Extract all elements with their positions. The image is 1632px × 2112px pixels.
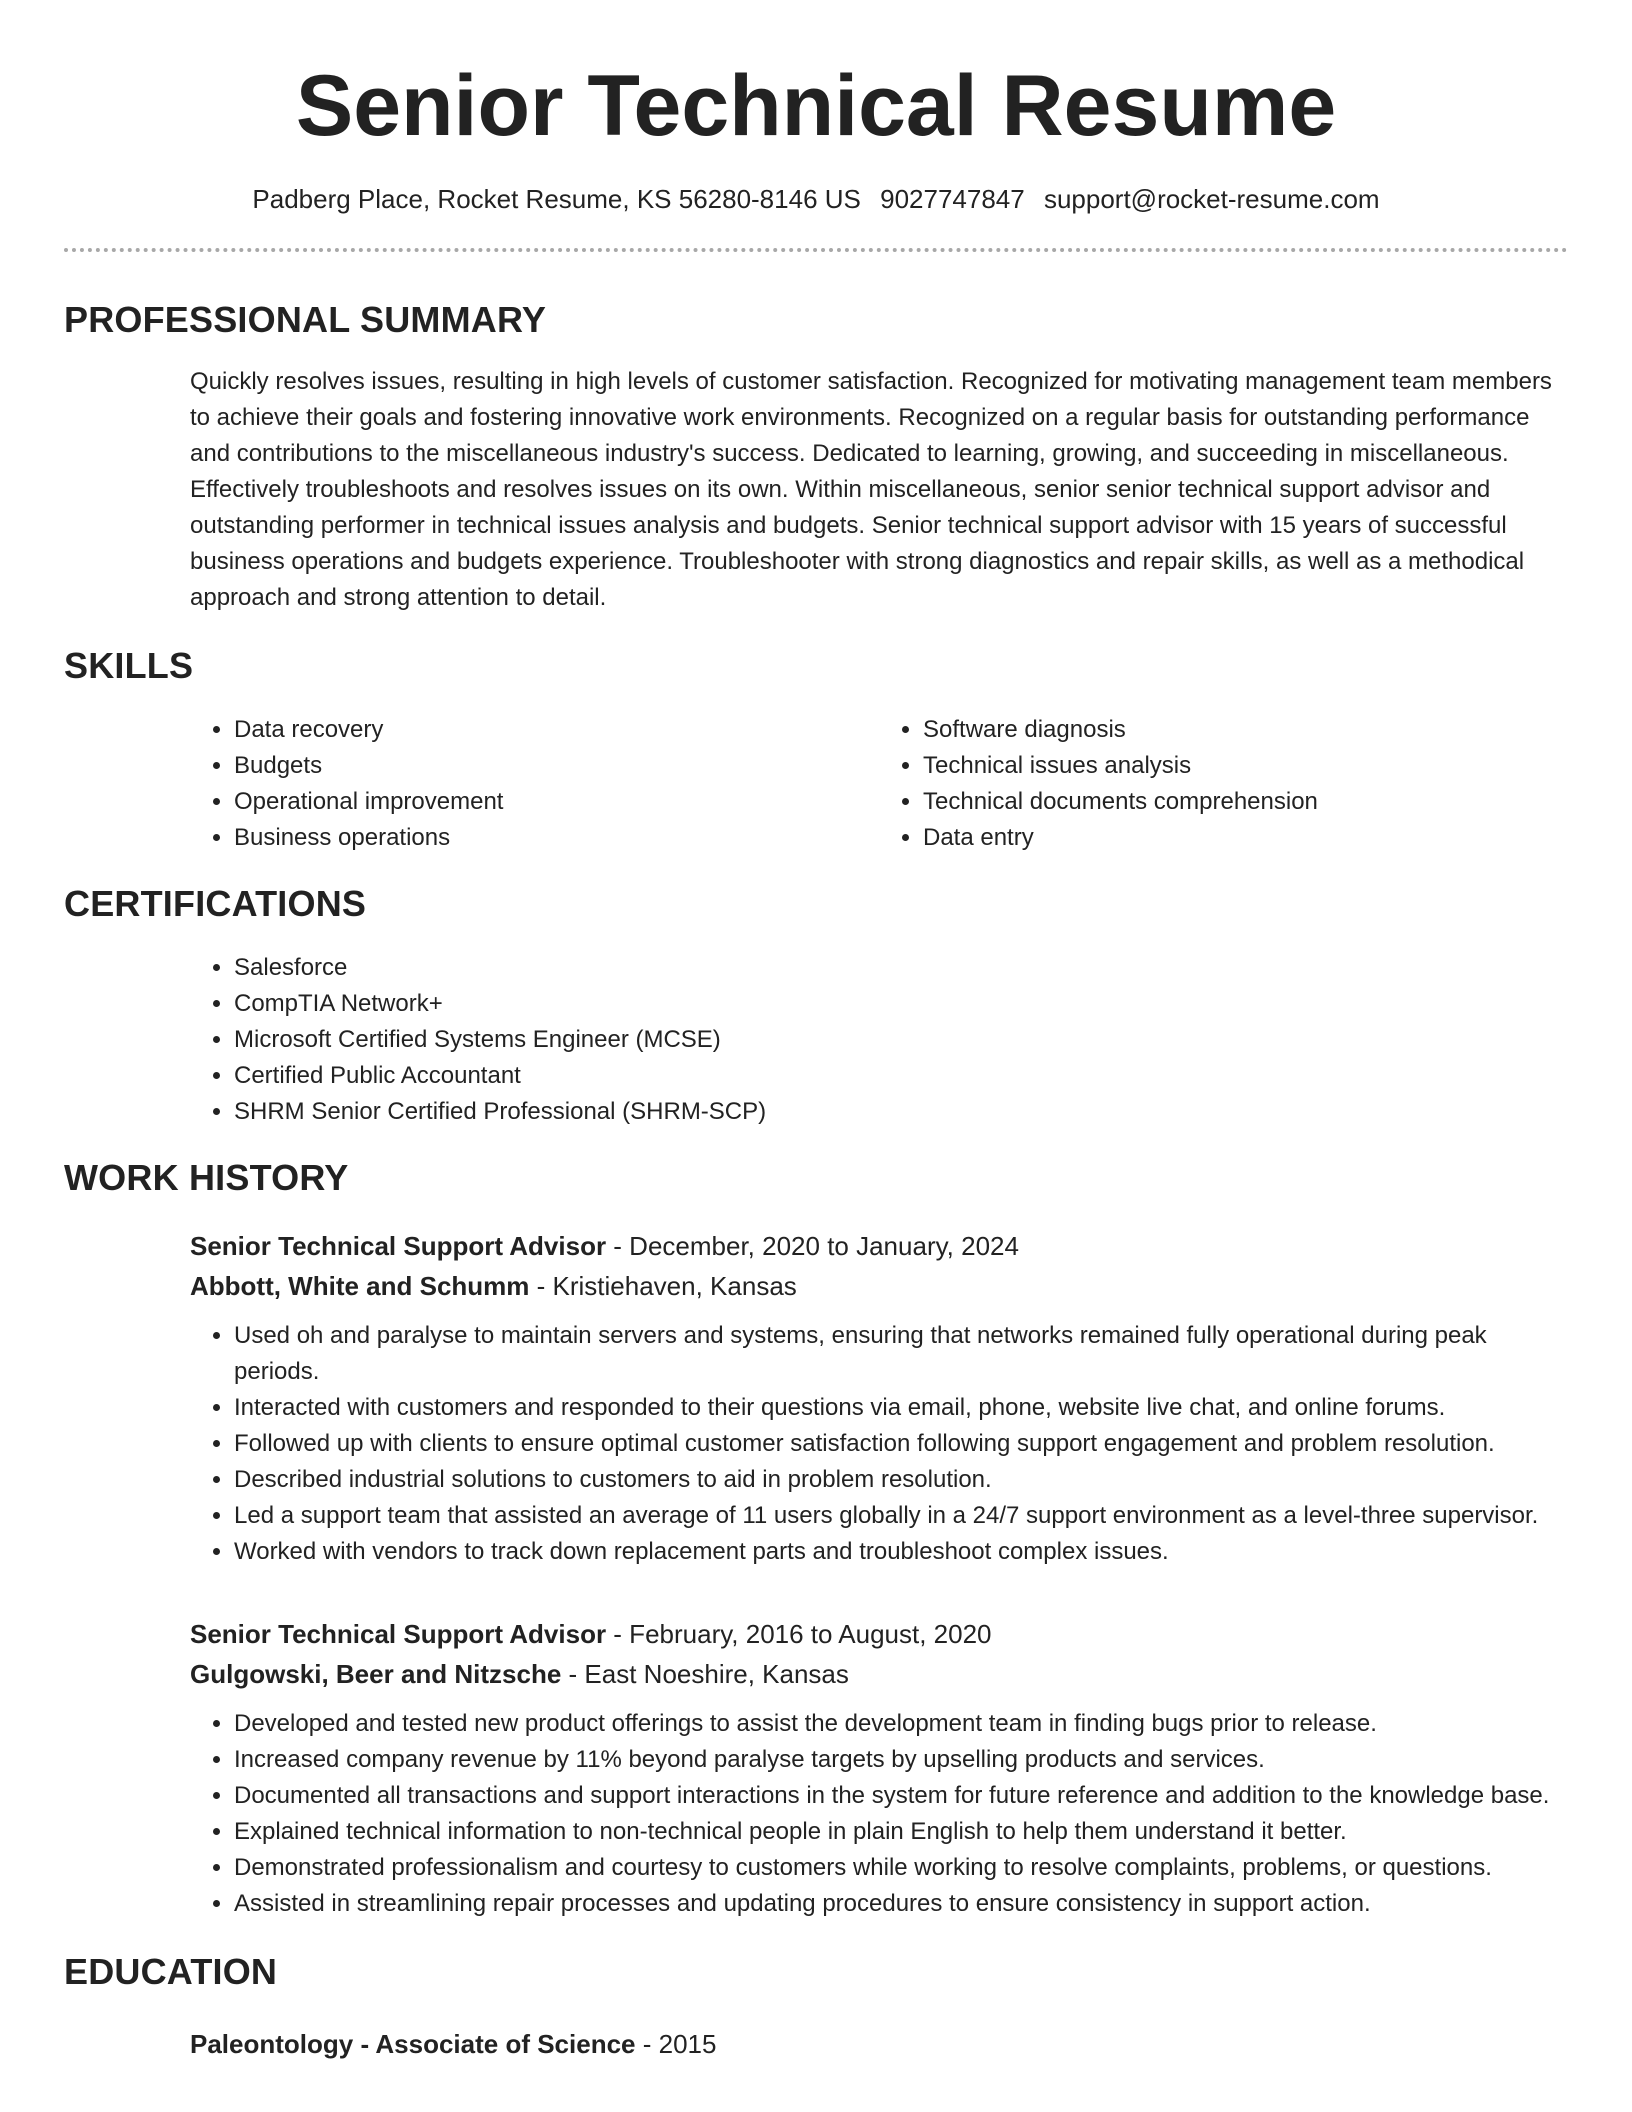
certification-item: • Microsoft Certified Systems Engineer (MCSE) <box>234 1022 1568 1058</box>
job-bullet: • Demonstrated professionalism and courtesy to customers while working to resolve complaints, problems, or questions. <box>234 1850 1568 1886</box>
job-company-line <box>190 1266 1568 1306</box>
skills-column-left <box>190 712 879 856</box>
job-location: - Kristiehaven, Kansas <box>529 1271 797 1301</box>
address: Padberg Place, Rocket Resume, KS 56280-8146 US <box>252 184 861 214</box>
summary-text: Quickly resolves issues, resulting in high levels of customer satisfaction. Recognized for motivating management team members to achieve their goals and fostering innovative work environments. Recognized on a regular basis for outstanding performance and contributions to the miscellaneous industry's success. Dedicated to learning, growing, and succeeding in miscellaneous. Effectively troubleshoots and resolves issues on its own. Within miscellaneous, senior senior technical support advisor and outstanding performer in technical issues analysis and budgets. Senior technical support advisor with 15 years of successful business operations and budgets experience. Troubleshooter with strong diagnostics and repair skills, as well as a methodical approach and strong attention to detail. <box>190 368 1552 611</box>
skill-item: • Technical issues analysis <box>923 748 1568 784</box>
job-entry <box>190 1226 1568 1570</box>
header-divider <box>64 248 1568 252</box>
skill-item: • Operational improvement <box>234 784 879 820</box>
certification-item: • Certified Public Accountant <box>234 1058 1568 1094</box>
job-bullet: • Explained technical information to non-technical people in plain English to help them understand it better. <box>234 1814 1568 1850</box>
skill-item: • Data entry <box>923 820 1568 856</box>
job-company: Abbott, White and Schumm <box>190 1271 530 1301</box>
section-title-work-history: WORK HISTORY <box>64 1157 349 1198</box>
skills-column-right <box>879 712 1568 856</box>
resume-title: Senior Technical Resume <box>295 58 1337 154</box>
education-entry <box>190 2024 1568 2064</box>
certification-item: • Salesforce <box>234 950 1568 986</box>
skills-grid <box>190 712 1568 856</box>
education-year: - 2015 <box>635 2029 717 2059</box>
certifications-list <box>190 950 1568 1130</box>
section-title-summary: PROFESSIONAL SUMMARY <box>64 299 547 340</box>
job-role-line <box>190 1614 1568 1654</box>
job-bullets <box>190 1318 1568 1570</box>
job-bullets <box>190 1706 1568 1922</box>
education-degree: Paleontology - Associate of Science <box>190 2029 636 2059</box>
email[interactable]: support@rocket-resume.com <box>1043 184 1380 214</box>
certification-item: • CompTIA Network+ <box>234 986 1568 1022</box>
skill-item: • Data recovery <box>234 712 879 748</box>
job-company-line <box>190 1654 1568 1694</box>
skill-item: • Budgets <box>234 748 879 784</box>
job-bullet: • Followed up with clients to ensure optimal customer satisfaction following support engagement and problem resolution. <box>234 1426 1568 1462</box>
job-entry <box>190 1614 1568 1922</box>
job-bullet: • Interacted with customers and responded to their questions via email, phone, website live chat, and online forums. <box>234 1390 1568 1426</box>
section-title-certifications: CERTIFICATIONS <box>64 883 367 924</box>
job-company: Gulgowski, Beer and Nitzsche <box>190 1659 562 1689</box>
certification-item: • SHRM Senior Certified Professional (SHRM-SCP) <box>234 1094 1568 1130</box>
skill-item: • Technical documents comprehension <box>923 784 1568 820</box>
skill-item: • Business operations <box>234 820 879 856</box>
job-dates: - February, 2016 to August, 2020 <box>606 1619 992 1649</box>
job-bullet: • Developed and tested new product offerings to assist the development team in finding bugs prior to release. <box>234 1706 1568 1742</box>
section-title-education: EDUCATION <box>64 1951 278 1992</box>
job-dates: - December, 2020 to January, 2024 <box>606 1231 1019 1261</box>
job-bullet: • Increased company revenue by 11% beyond paralyse targets by upselling products and services. <box>234 1742 1568 1778</box>
job-location: - East Noeshire, Kansas <box>561 1659 849 1689</box>
section-title-skills: SKILLS <box>64 645 194 686</box>
job-bullet: • Documented all transactions and support interactions in the system for future reference and addition to the knowledge base. <box>234 1778 1568 1814</box>
phone: 9027747847 <box>880 184 1025 214</box>
job-bullet: • Described industrial solutions to customers to aid in problem resolution. <box>234 1462 1568 1498</box>
job-role: Senior Technical Support Advisor <box>190 1231 607 1261</box>
job-role-line <box>190 1226 1568 1266</box>
job-bullet: • Assisted in streamlining repair processes and updating procedures to ensure consistency in support action. <box>234 1886 1568 1922</box>
skill-item: • Software diagnosis <box>923 712 1568 748</box>
job-role: Senior Technical Support Advisor <box>190 1619 607 1649</box>
job-bullet: • Used oh and paralyse to maintain servers and systems, ensuring that networks remained fully operational during peak periods. <box>234 1318 1568 1390</box>
job-bullet: • Led a support team that assisted an average of 11 users globally in a 24/7 support environment as a level-three supervisor. <box>234 1498 1568 1534</box>
job-bullet: • Worked with vendors to track down replacement parts and troubleshoot complex issues. <box>234 1534 1568 1570</box>
contact-line <box>64 182 1568 216</box>
